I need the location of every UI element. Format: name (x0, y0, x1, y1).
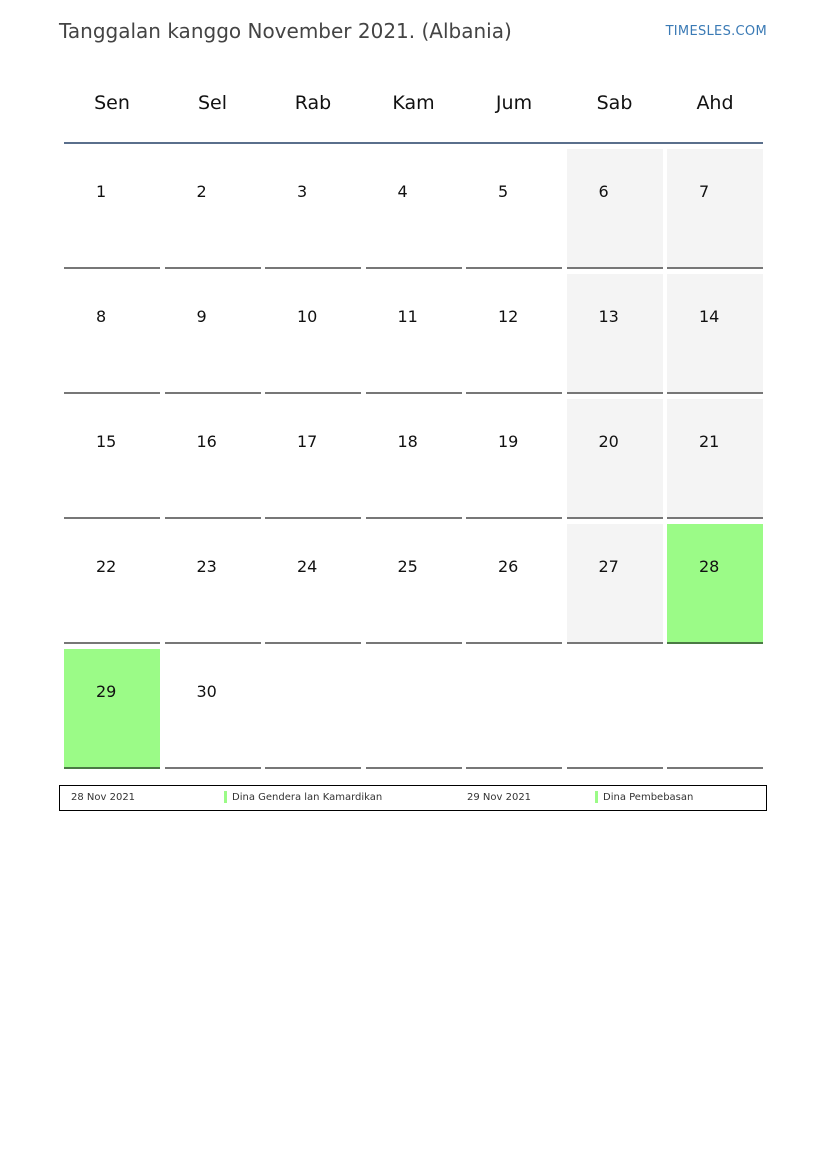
calendar-day-cell[interactable] (366, 274, 462, 394)
calendar-day-cell (466, 649, 562, 769)
calendar-day-cell[interactable] (466, 274, 562, 394)
page-title: Tanggalan kanggo November 2021. (Albania) (59, 19, 512, 43)
calendar-day-cell[interactable] (64, 649, 160, 769)
calendar-day-cell[interactable] (64, 524, 160, 644)
calendar-day-cell[interactable] (366, 524, 462, 644)
calendar-day-cell[interactable] (466, 399, 562, 519)
calendar-day-cell[interactable] (64, 399, 160, 519)
day-number: 11 (397, 307, 418, 326)
calendar-day-cell[interactable] (265, 524, 361, 644)
legend-date: 29 Nov 2021 (467, 792, 532, 803)
legend-date: 28 Nov 2021 (71, 792, 136, 803)
day-number: 29 (96, 682, 117, 701)
day-number: 26 (498, 557, 519, 576)
calendar-day-cell[interactable] (165, 524, 261, 644)
legend-holiday-name: Dina Gendera lan Kamardikan (232, 792, 383, 803)
calendar-day-cell[interactable] (667, 524, 763, 644)
calendar-day-cell[interactable] (64, 274, 160, 394)
calendar-day-cell (366, 649, 462, 769)
holiday-legend (59, 785, 767, 811)
day-number: 7 (699, 182, 710, 201)
day-number: 21 (699, 432, 720, 451)
day-number: 9 (196, 307, 207, 326)
calendar-day-cell (567, 649, 663, 769)
calendar-day-cell[interactable] (165, 399, 261, 519)
weekday-label: Ahd (696, 92, 734, 114)
calendar-day-cell[interactable] (466, 524, 562, 644)
day-number: 27 (598, 557, 619, 576)
day-number: 14 (699, 307, 720, 326)
calendar-day-cell[interactable] (667, 399, 763, 519)
calendar-day-cell[interactable] (667, 274, 763, 394)
calendar-day-cell[interactable] (64, 149, 160, 269)
day-number: 16 (196, 432, 217, 451)
weekday-label: Kam (392, 92, 435, 114)
day-number: 15 (96, 432, 117, 451)
day-number: 10 (297, 307, 318, 326)
day-number: 6 (598, 182, 609, 201)
day-number: 17 (297, 432, 318, 451)
day-number: 28 (699, 557, 720, 576)
calendar-day-cell[interactable] (165, 649, 261, 769)
day-number: 12 (498, 307, 519, 326)
calendar-day-cell[interactable] (265, 399, 361, 519)
weekday-divider (64, 142, 763, 144)
legend-holiday-name: Dina Pembebasan (603, 792, 694, 803)
day-number: 3 (297, 182, 308, 201)
weekday-label: Sel (197, 92, 228, 114)
calendar-day-cell[interactable] (366, 399, 462, 519)
day-number: 24 (297, 557, 318, 576)
weekday-label: Jum (495, 92, 533, 114)
calendar-day-cell[interactable] (265, 274, 361, 394)
weekday-label: Sab (596, 92, 633, 114)
day-number: 22 (96, 557, 117, 576)
day-number: 4 (397, 182, 408, 201)
day-number: 5 (498, 182, 509, 201)
day-number: 30 (196, 682, 217, 701)
calendar-day-cell[interactable] (466, 149, 562, 269)
calendar-day-cell[interactable] (366, 149, 462, 269)
calendar-day-cell[interactable] (567, 274, 663, 394)
calendar-day-cell (667, 649, 763, 769)
day-number: 20 (598, 432, 619, 451)
legend-color-marker (595, 791, 598, 803)
day-number: 2 (196, 182, 207, 201)
calendar-day-cell[interactable] (165, 274, 261, 394)
weekday-header-row (64, 78, 763, 130)
calendar-day-cell[interactable] (567, 524, 663, 644)
calendar-day-cell[interactable] (165, 149, 261, 269)
weekday-label: Sen (94, 92, 130, 114)
calendar-grid (64, 149, 764, 771)
calendar-day-cell[interactable] (567, 149, 663, 269)
calendar-day-cell[interactable] (265, 149, 361, 269)
calendar-day-cell[interactable] (567, 399, 663, 519)
legend-color-marker (224, 791, 227, 803)
day-number: 25 (397, 557, 418, 576)
day-number: 18 (397, 432, 418, 451)
day-number: 1 (96, 182, 107, 201)
brand-link[interactable]: TIMESLES.COM (665, 24, 767, 39)
calendar-day-cell[interactable] (667, 149, 763, 269)
day-number: 23 (196, 557, 217, 576)
day-number: 19 (498, 432, 519, 451)
calendar-day-cell (265, 649, 361, 769)
weekday-label: Rab (294, 92, 332, 114)
day-number: 8 (96, 307, 107, 326)
day-number: 13 (598, 307, 619, 326)
